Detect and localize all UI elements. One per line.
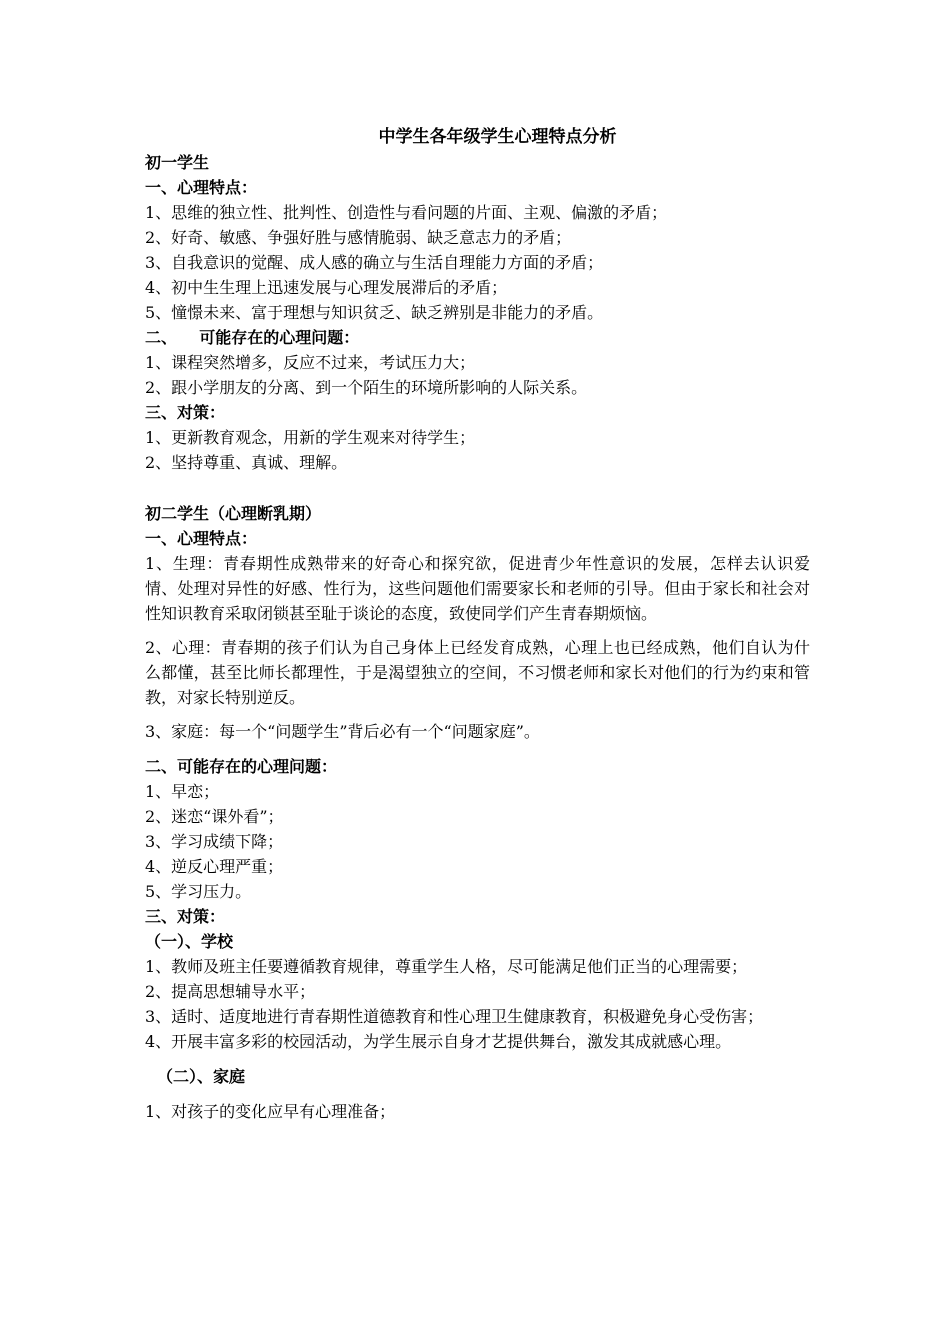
grade1-feature-item: 4、初中生生理上迅速发展与心理发展滞后的矛盾； [145,278,508,297]
grade1-strategy-item: 1、更新教育观念，用新的学生观来对待学生； [145,428,476,447]
grade1-feature-item: 5、憧憬未来、富于理想与知识贫乏、缺乏辨别是非能力的矛盾。 [145,303,604,322]
grade1-feature-item: 2、好奇、敏感、争强好胜与感情脆弱、缺乏意志力的矛盾； [145,228,572,247]
grade2-heading: 初二学生（心理断乳期） [145,504,322,523]
grade2-problem-item: 1、早恋； [145,782,220,801]
grade2-problem-item: 2、迷恋“课外看”； [145,807,284,826]
grade2-feature-paragraph: 2、心理：青春期的孩子们认为自己身体上已经发育成熟，心理上也已经成熟，他们自认为什么都懂，甚至比师长都理性，于是渴望独立的空间，不习惯老师和家长对他们的行为约束和管教，对家长特别逆反。 [145,638,810,707]
grade1-feature-item: 1、思维的独立性、批判性、创造性与看问题的片面、主观、偏激的矛盾； [145,203,668,222]
grade2-family-heading: （二）、家庭 [157,1067,246,1086]
grade1-strategies-heading: 三、对策： [145,403,226,422]
grade1-features-heading: 一、心理特点： [145,178,258,197]
grade1-feature-item: 3、自我意识的觉醒、成人感的确立与生活自理能力方面的矛盾； [145,253,604,272]
grade2-school-item: 3、适时、适度地进行青春期性道德教育和性心理卫生健康教育，积极避免身心受伤害； [145,1007,764,1026]
grade2-problem-item: 3、学习成绩下降； [145,832,284,851]
document-title: 中学生各年级学生心理特点分析 [378,127,617,147]
grade2-school-heading: （一）、学校 [145,932,234,951]
grade1-heading: 初一学生 [145,153,210,172]
grade2-features-heading: 一、心理特点： [145,529,258,548]
grade1-strategy-item: 2、坚持尊重、真诚、理解。 [145,453,348,472]
document-page [145,124,810,1124]
grade2-school-item: 1、教师及班主任要遵循教育规律，尊重学生人格，尽可能满足他们正当的心理需要； [145,957,748,976]
grade1-problems-heading: 二、 可能存在的心理问题： [145,328,360,347]
grade2-strategies-heading: 三、对策： [145,907,226,926]
grade2-school-item: 2、提高思想辅导水平； [145,982,316,1001]
grade2-problems-heading: 二、可能存在的心理问题： [145,757,338,776]
grade2-feature-paragraph: 3、家庭：每一个“问题学生”背后必有一个“问题家庭”。 [145,722,540,741]
grade1-problem-item: 2、跟小学朋友的分离、到一个陌生的环境所影响的人际关系。 [145,378,588,397]
grade2-feature-paragraph: 1、生理：青春期性成熟带来的好奇心和探究欲，促进青少年性意识的发展，怎样去认识爱情、处理对异性的好感、性行为，这些问题他们需要家长和老师的引导。但由于家长和社会对性知识教育采取闭锁甚至耻于谈论的态度，致使同学们产生青春期烦恼。 [145,554,810,623]
grade1-problem-item: 1、课程突然增多，反应不过来，考试压力大； [145,353,476,372]
grade2-family-item: 1、对孩子的变化应早有心理准备； [145,1102,396,1121]
grade2-problem-item: 4、逆反心理严重； [145,857,284,876]
grade2-school-item: 4、开展丰富多彩的校园活动，为学生展示自身才艺提供舞台，激发其成就感心理。 [145,1032,732,1051]
grade2-problem-item: 5、学习压力。 [145,882,252,901]
